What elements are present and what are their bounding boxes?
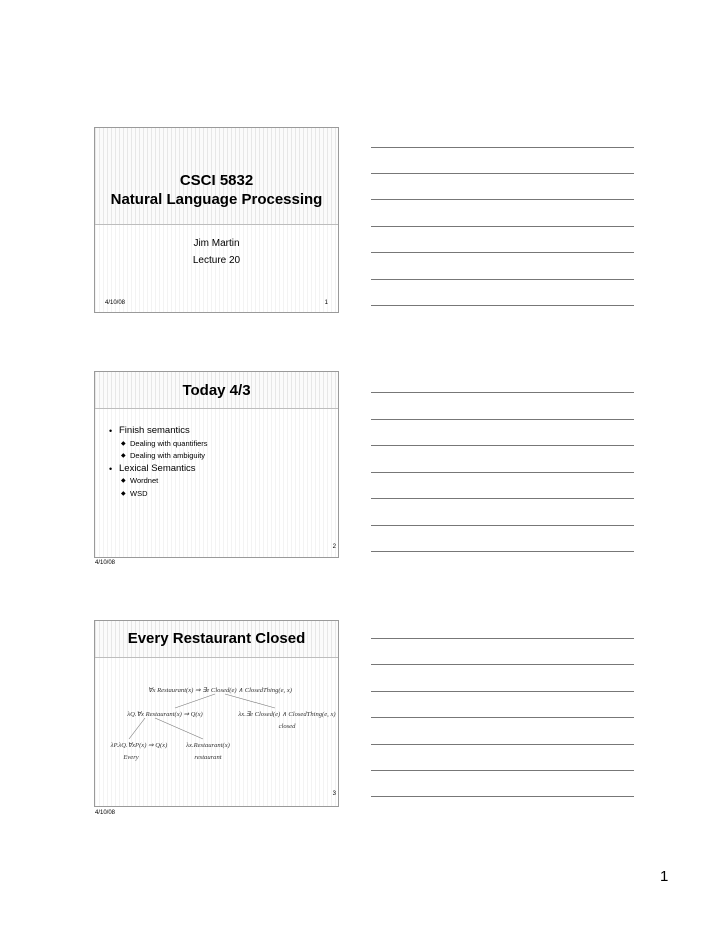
note-line [371, 638, 634, 639]
slide-3 [94, 620, 339, 807]
slide-divider [95, 408, 338, 409]
slide-2-number: 2 [332, 544, 336, 550]
tree-edge [225, 694, 275, 708]
tree-edge [155, 718, 203, 739]
note-line [371, 796, 634, 797]
tree-leftleft-formula: λP.λQ.∀xP(x) ⇒ Q(x) [110, 742, 168, 749]
note-line [371, 279, 634, 280]
page-number: 1 [660, 868, 669, 885]
sub-bullet-item: ◆ Wordnet [109, 475, 208, 488]
tree-right-word: closed [278, 723, 296, 730]
note-line [371, 744, 634, 745]
bullet-item: • Finish semantics [109, 425, 208, 438]
slide-1-author: Jim Martin [193, 238, 240, 249]
note-line [371, 664, 634, 665]
tree-leftright-word: restaurant [194, 754, 222, 761]
slide-2-bullet-list [109, 425, 208, 500]
tree-right-formula: λx.∃e Closed(e) ∧ ClosedThing(e, x) [238, 711, 336, 718]
note-line [371, 717, 634, 718]
slide-2-date: 4/10/08 [95, 560, 116, 566]
note-line [371, 252, 634, 253]
note-line [371, 691, 634, 692]
note-line [371, 472, 634, 473]
semantic-parse-tree [95, 669, 339, 769]
slide-divider [95, 224, 338, 225]
note-line [371, 770, 634, 771]
note-line [371, 392, 634, 393]
note-line [371, 498, 634, 499]
tree-edge [175, 694, 215, 708]
tree-root-formula: ∀x Restaurant(x) ⇒ ∃e Closed(e) ∧ ClosedThing(e, x) [148, 687, 292, 694]
tree-left-formula: λQ.∀x Restaurant(x) ⇒ Q(x) [127, 711, 203, 718]
note-line [371, 525, 634, 526]
tree-leftleft-word: Every [123, 754, 139, 761]
sub-bullet-item: ◆ Dealing with quantifiers [109, 438, 208, 451]
tree-edge [129, 718, 145, 739]
note-line [371, 226, 634, 227]
bullet-item: • Lexical Semantics [109, 463, 208, 476]
slide-1-title-line-1: CSCI 5832 [179, 172, 254, 189]
slide-divider [95, 657, 338, 658]
note-line [371, 419, 634, 420]
slide-3-number: 3 [332, 791, 336, 797]
note-line [371, 199, 634, 200]
note-line [371, 147, 634, 148]
note-line [371, 445, 634, 446]
slide-2-title: Today 4/3 [182, 382, 251, 399]
slide-1 [94, 127, 339, 313]
slide-2 [94, 371, 339, 558]
note-line [371, 551, 634, 552]
tree-leftright-formula: λx.Restaurant(x) [186, 742, 230, 749]
slide-1-subtitle: Lecture 20 [192, 255, 241, 266]
sub-bullet-item: ◆ WSD [109, 488, 208, 501]
slide-1-title-line-2: Natural Language Processing [110, 191, 323, 208]
slide-1-number: 1 [324, 300, 328, 306]
note-line [371, 305, 634, 306]
note-line [371, 173, 634, 174]
slide-1-date: 4/10/08 [105, 300, 126, 306]
sub-bullet-item: ◆ Dealing with ambiguity [109, 450, 208, 463]
slide-3-title: Every Restaurant Closed [127, 630, 306, 647]
slide-3-date: 4/10/08 [95, 810, 116, 816]
